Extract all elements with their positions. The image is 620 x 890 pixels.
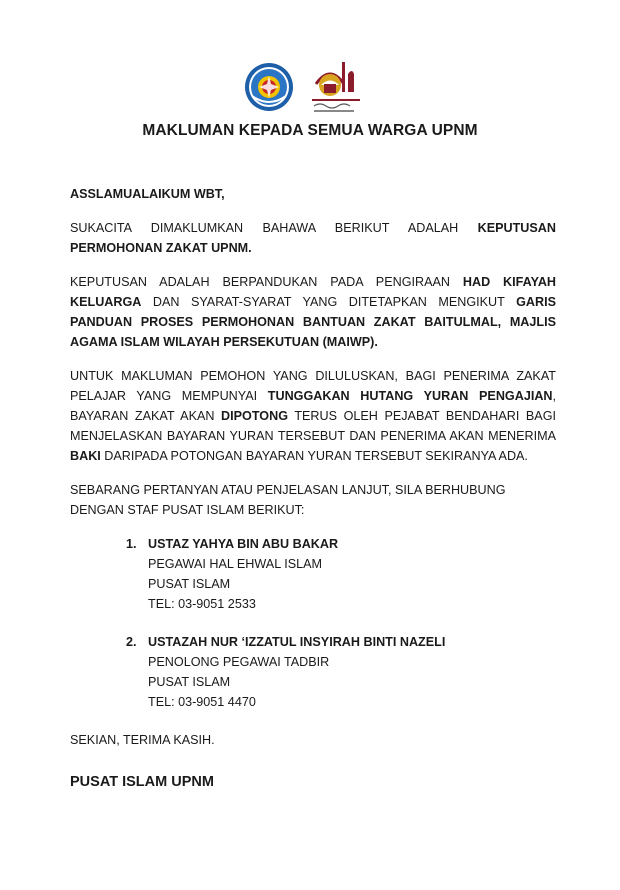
contact-name: USTAZAH NUR ‘IZZATUL INSYIRAH BINTI NAZELI [148,635,446,649]
paragraph-bold-text: HAD KIFAYAH KELUARGA [70,275,557,309]
contact-department: PUSAT ISLAM [148,577,231,591]
letter-body [70,184,556,792]
closing-text: SEKIAN, TERIMA KASIH. [70,733,215,747]
contact-number: 2. [126,635,137,649]
paragraph-bold-text: BAKI [70,449,101,463]
contact-item [70,534,556,614]
contact-item [70,632,556,712]
paragraph-decision [70,218,556,258]
contact-list [70,534,556,712]
paragraph-bold-text: DIPOTONG [221,409,288,423]
paragraph-basis [70,272,556,352]
paragraph-text: TERUS OLEH PEJABAT BENDAHARI BAGI MENJELASKAN BAYARAN YURAN TERSEBUT DAN PENERIMA AKAN MENERIMA [70,409,556,443]
signature: PUSAT ISLAM UPNM [70,774,214,790]
contact-department: PUSAT ISLAM [148,675,231,689]
contact-name: USTAZ YAHYA BIN ABU BAKAR [148,537,339,551]
header-logos [244,58,394,116]
contact-number: 1. [126,537,137,551]
paragraph-bold-text: KEPUTUSAN PERMOHONAN ZAKAT UPNM. [70,221,556,255]
paragraph-text: UNTUK MAKLUMAN PEMOHON YANG DILULUSKAN, BAGI PENERIMA ZAKAT PELAJAR YANG MEMPUNYAI [70,369,556,403]
paragraph-text: DARIPADA POTONGAN BAYARAN YURAN TERSEBUT SEKIRANYA ADA. [100,449,528,463]
contact-position: PEGAWAI HAL EHWAL ISLAM [148,557,323,571]
contact-phone: TEL: 03-9051 2533 [148,597,256,611]
paragraph-text: KEPUTUSAN ADALAH BERPANDUKAN PADA PENGIRAAN [70,275,463,289]
contact-position: PENOLONG PEGAWAI TADBIR [148,655,330,669]
page-title: MAKLUMAN KEPADA SEMUA WARGA UPNM [142,122,478,139]
paragraph-inquiry: SEBARANG PERTANYAN ATAU PENJELASAN LANJUT, SILA BERHUBUNG DENGAN STAF PUSAT ISLAM BERIKUT: [70,483,506,517]
paragraph-text: SUKACITA DIMAKLUMKAN BAHAWA BERIKUT ADALAH [70,221,478,235]
paragraph-text: , BAYARAN ZAKAT AKAN [70,389,557,423]
contact-phone: TEL: 03-9051 4470 [148,695,256,709]
paragraph-deduction [70,366,556,466]
upnm-logo-icon [244,62,294,112]
greeting: ASSLAMUALAIKUM WBT, [70,187,225,201]
paragraph-bold-text: TUNGGAKAN HUTANG YURAN PENGAJIAN [267,389,553,403]
pusat-islam-logo-icon [308,58,388,116]
paragraph-text: DAN SYARAT-SYARAT YANG DITETAPKAN MENGIKUT [141,295,517,309]
paragraph-bold-text: GARIS PANDUAN PROSES PERMOHONAN BANTUAN ZAKAT BAITULMAL, MAJLIS AGAMA ISLAM WILAYAH PERSEKUTUAN (MAIWP). [70,295,556,349]
